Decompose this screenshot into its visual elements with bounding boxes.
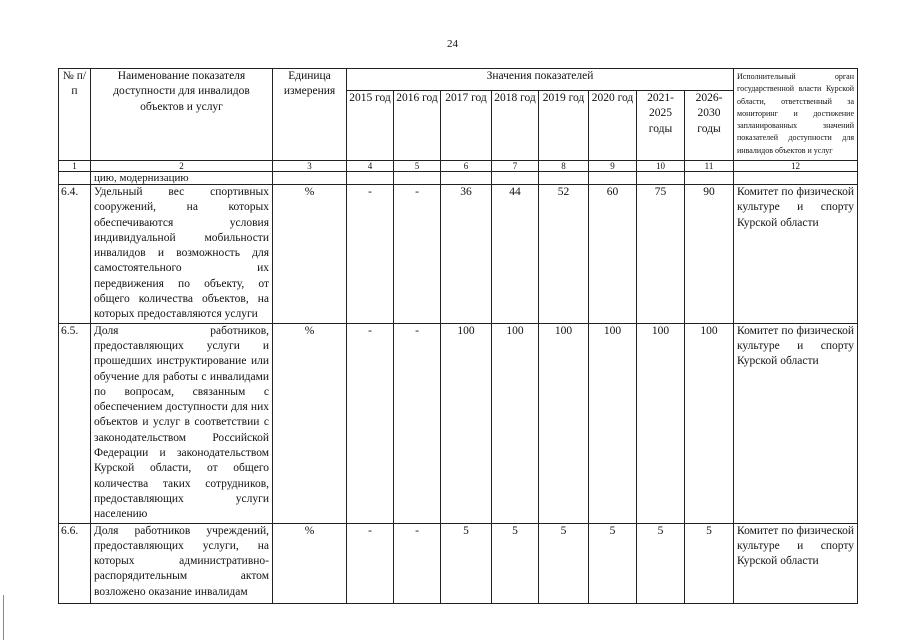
value-cell: -	[394, 323, 441, 523]
value-cell: 100	[637, 323, 685, 523]
column-number: 10	[637, 161, 685, 172]
header-year-2016: 2016 год	[394, 91, 441, 161]
column-number: 11	[685, 161, 734, 172]
header-col-no: № п/п	[59, 69, 91, 161]
header-col-values: Значения показателей	[347, 69, 734, 91]
row-number: 6.6.	[59, 523, 91, 603]
header-year-2021-2025: 2021-2025 годы	[637, 91, 685, 161]
value-cell: 100	[441, 323, 492, 523]
header-col-organ: Исполнительный орган государственной власти Курской области, ответственный за мониторинг и достижение запланированных значений показателей доступности для инвалидов объектов и услуг	[734, 69, 858, 161]
value-cell: -	[347, 323, 394, 523]
continuation-text: цию, модернизацию	[91, 172, 273, 185]
indicators-table	[58, 68, 858, 604]
header-year-2026-2030: 2026-2030 годы	[685, 91, 734, 161]
value-cell: 100	[539, 323, 589, 523]
responsible-organ: Комитет по физической культуре и спорту Курской области	[734, 185, 858, 324]
header-year-2019: 2019 год	[539, 91, 589, 161]
table-header-row	[59, 69, 858, 91]
value-cell: 75	[637, 185, 685, 324]
column-number: 4	[347, 161, 394, 172]
value-cell: 100	[589, 323, 637, 523]
row-number: 6.4.	[59, 185, 91, 324]
value-cell: 5	[637, 523, 685, 603]
column-number: 12	[734, 161, 858, 172]
value-cell: 5	[492, 523, 539, 603]
header-year-2020: 2020 год	[589, 91, 637, 161]
value-cell: 36	[441, 185, 492, 324]
value-cell: 100	[492, 323, 539, 523]
value-cell: 5	[685, 523, 734, 603]
table-row	[59, 323, 858, 523]
column-number: 6	[441, 161, 492, 172]
unit-cell: %	[273, 185, 347, 324]
indicator-name: Доля работников учреждений, предоставляющих услуги, на которых административно-распорядительным актом возложено оказание инвалидам	[91, 523, 273, 603]
column-numbers-row	[59, 161, 858, 172]
value-cell: 52	[539, 185, 589, 324]
table-row	[59, 185, 858, 324]
indicator-name: Удельный вес спортивных сооружений, на которых обеспечиваются условия индивидуальной мобильности инвалидов и возможность для самостоятельного их передвижения по объекту, от общего количества объектов, на которых предоставляются услуги	[91, 185, 273, 324]
page-number: 24	[447, 38, 458, 50]
value-cell: 5	[441, 523, 492, 603]
column-number: 8	[539, 161, 589, 172]
responsible-organ: Комитет по физической культуре и спорту Курской области	[734, 523, 858, 603]
value-cell: -	[394, 523, 441, 603]
value-cell: -	[394, 185, 441, 324]
column-number: 2	[91, 161, 273, 172]
value-cell: 100	[685, 323, 734, 523]
responsible-organ: Комитет по физической культуре и спорту Курской области	[734, 323, 858, 523]
header-year-2018: 2018 год	[492, 91, 539, 161]
unit-cell: %	[273, 323, 347, 523]
value-cell: 60	[589, 185, 637, 324]
scan-edge-line	[3, 595, 4, 640]
row-number: 6.5.	[59, 323, 91, 523]
value-cell: -	[347, 185, 394, 324]
continuation-row	[59, 172, 858, 185]
value-cell: 44	[492, 185, 539, 324]
header-col-unit: Единица измерения	[273, 69, 347, 161]
column-number: 9	[589, 161, 637, 172]
table-row	[59, 523, 858, 603]
value-cell: 5	[589, 523, 637, 603]
unit-cell: %	[273, 523, 347, 603]
value-cell: 5	[539, 523, 589, 603]
value-cell: -	[347, 523, 394, 603]
column-number: 1	[59, 161, 91, 172]
header-year-2017: 2017 год	[441, 91, 492, 161]
indicator-name: Доля работников, предоставляющих услуги и прошедших инструктирование или обучение для работы с инвалидами по вопросам, связанным с обеспечением доступности для них объектов и услуг в соответствии с законодательством Российской Федерации и законодательством Курской области, от общего количества таких сотрудников, предоставляющих услуги населению	[91, 323, 273, 523]
column-number: 3	[273, 161, 347, 172]
column-number: 7	[492, 161, 539, 172]
value-cell: 90	[685, 185, 734, 324]
column-number: 5	[394, 161, 441, 172]
header-year-2015: 2015 год	[347, 91, 394, 161]
header-col-name: Наименование показателя доступности для инвалидов объектов и услуг	[91, 69, 273, 161]
